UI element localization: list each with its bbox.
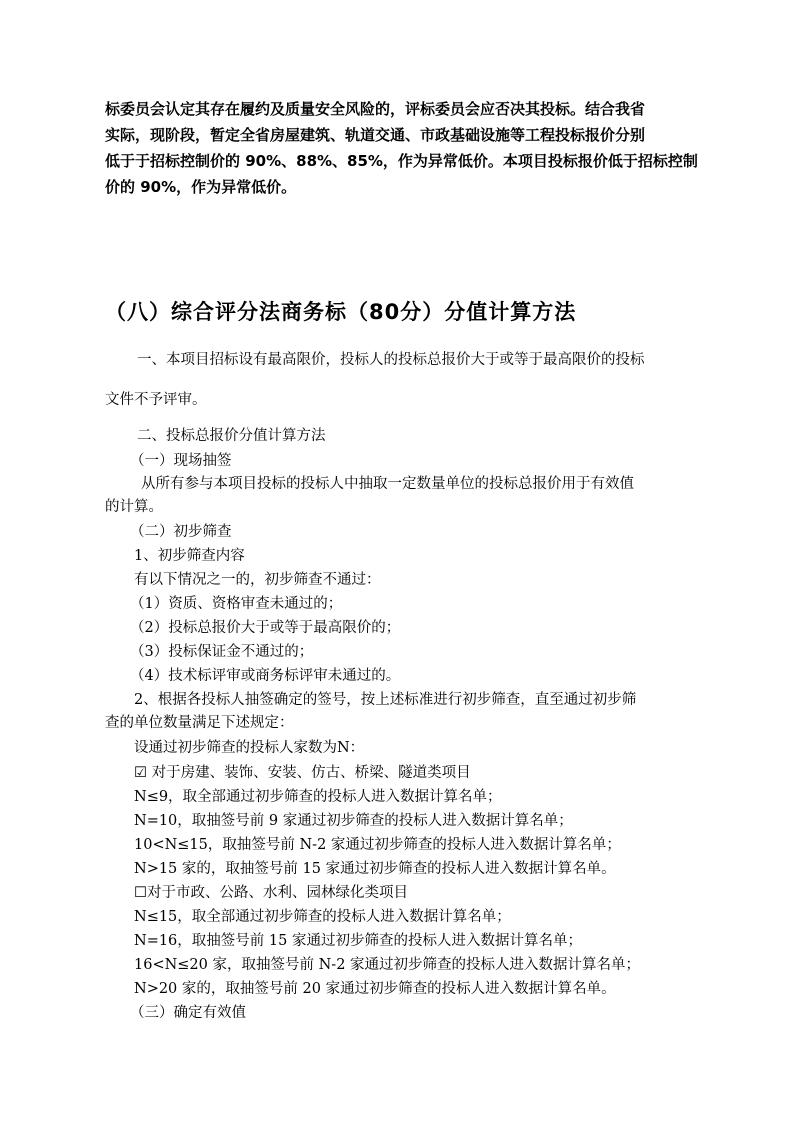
body-line: 16<N≤20 家，取抽签号前 N-2 家通过初步筛查的投标人进入数据计算名单； [134, 957, 641, 973]
body-line: （2）投标总报价大于或等于最高限价的； [130, 620, 401, 636]
unchecked-checkbox-line: ☐对于市政、公路、水利、园林绿化类项目 [134, 885, 408, 901]
body-line: 有以下情况之一的，初步筛查不通过： [134, 572, 381, 588]
body-line: N>20 家的，取抽签号前 20 家通过初步筛查的投标人进入数据计算名单。 [134, 981, 616, 997]
body-line: （一）现场抽签 [130, 453, 232, 469]
body-line: 二、投标总报价分值计算方法 [137, 428, 326, 444]
body-line: 1、初步筛查内容 [134, 548, 245, 564]
body-line: 2、根据各投标人抽签确定的签号，按上述标准进行初步筛查，直至通过初步筛 [134, 692, 637, 708]
body-line: 文件不予评审。 [105, 392, 207, 408]
intro-line: 标委员会认定其存在履约及质量安全风险的，评标委员会应否决其投标。结合我省 [105, 100, 646, 118]
body-line: N≤15，取全部通过初步筛查的投标人进入数据计算名单； [134, 909, 511, 925]
body-line: （3）投标保证金不通过的； [130, 644, 314, 660]
checked-checkbox-line: ☑ 对于房建、装饰、安装、仿古、桥梁、隧道类项目 [134, 765, 471, 781]
body-line: 的计算。 [105, 499, 163, 515]
body-line: （1）资质、资格审查未通过的； [130, 596, 343, 612]
body-line: N>15 家的，取抽签号前 15 家通过初步筛查的投标人进入数据计算名单。 [134, 861, 616, 877]
body-line: N=10，取抽签号前 9 家通过初步筛查的投标人进入数据计算名单； [134, 813, 573, 829]
body-line: 一、本项目招标设有最高限价，投标人的投标总报价大于或等于最高限价的投标 [137, 352, 645, 368]
intro-line: 价的 90%，作为异常低价。 [105, 178, 297, 196]
body-line: 10<N≤15，取抽签号前 N-2 家通过初步筛查的投标人进入数据计算名单； [134, 837, 621, 853]
intro-line: 低于于招标控制价的 90%、88%、85%，作为异常低价。本项目投标报价低于招标控制 [105, 152, 698, 170]
intro-line: 实际，现阶段，暂定全省房屋建筑、轨道交通、市政基础设施等工程投标报价分别 [105, 126, 646, 144]
body-line: 设通过初步筛查的投标人家数为N： [134, 740, 365, 756]
body-line: 查的单位数量满足下述规定： [105, 715, 294, 731]
body-line: 从所有参与本项目投标的投标人中抽取一定数量单位的投标总报价用于有效值 [141, 476, 634, 492]
section-title: （八）综合评分法商务标（80分）分值计算方法 [105, 300, 577, 324]
body-line: N=16，取抽签号前 15 家通过初步筛查的投标人进入数据计算名单； [134, 933, 582, 949]
body-line: （4）技术标评审或商务标评审未通过的。 [130, 668, 401, 684]
intro-paragraph [105, 96, 698, 200]
body-line: （二）初步筛查 [130, 524, 232, 540]
body-line: （三）确定有效值 [130, 1005, 246, 1021]
body-line: N≤9，取全部通过初步筛查的投标人进入数据计算名单； [134, 789, 502, 805]
